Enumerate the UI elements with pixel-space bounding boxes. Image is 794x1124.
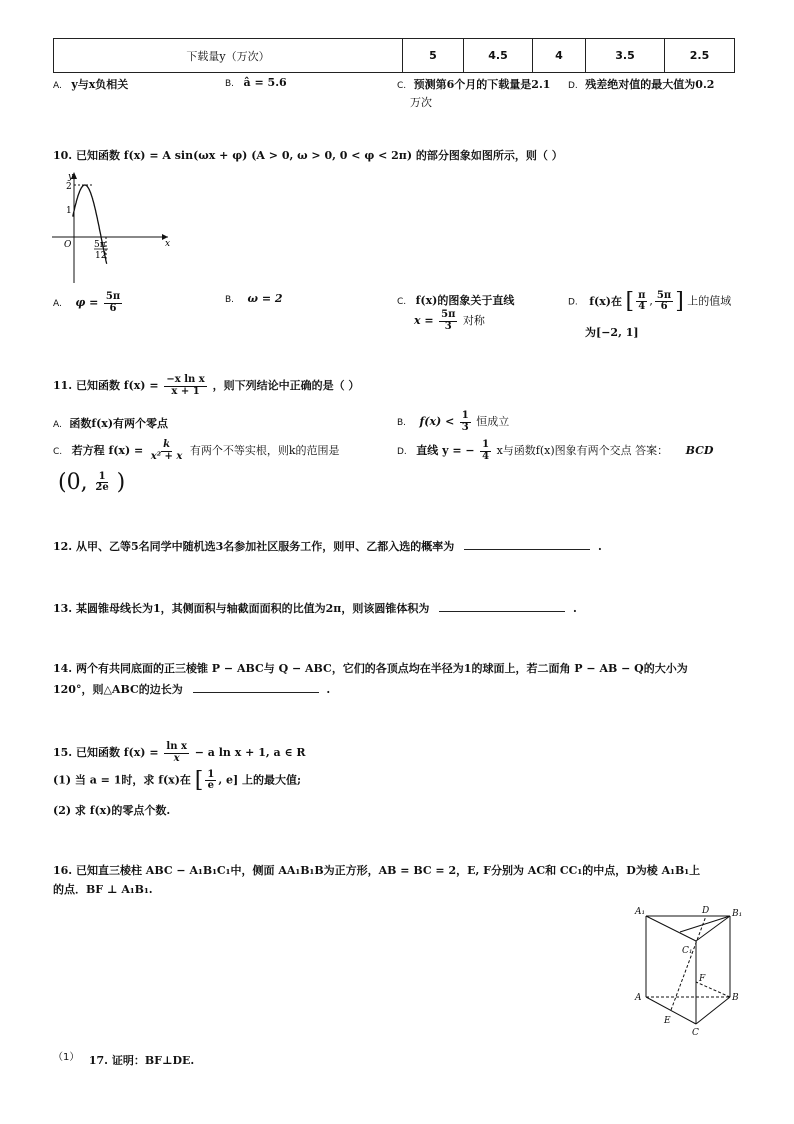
option-text-post: 上的值域: [687, 294, 732, 308]
q9-option-a: [53, 76, 128, 92]
numerator: 1: [207, 768, 215, 780]
range-close: ): [116, 470, 126, 495]
table-value-5: 2.5: [665, 39, 735, 73]
label-b: B: [732, 993, 739, 1003]
option-text: f(x) <: [419, 415, 455, 428]
option-letter: D.: [568, 81, 578, 91]
q10-option-a: [53, 292, 124, 314]
q9-option-c-line2: 万次: [410, 96, 432, 109]
numerator: −x ln x: [166, 374, 205, 385]
fraction: [439, 310, 457, 332]
denominator: x² + x: [150, 450, 183, 462]
q11-stem: [53, 375, 359, 397]
option-letter: C.: [397, 297, 407, 307]
numerator: 5π: [105, 291, 121, 302]
q10-option-c: [397, 292, 514, 308]
numerator: 1: [98, 470, 106, 482]
table-value-1: 5: [403, 39, 464, 73]
q10-sine-graph: [50, 166, 180, 286]
prism-edges: [646, 916, 730, 1024]
label-c: C: [692, 1028, 699, 1038]
label-a: A: [635, 993, 642, 1003]
q13-stem: [53, 600, 577, 616]
answer-blank[interactable]: [464, 549, 590, 550]
option-text: 残差绝对值的最大值为0.2: [585, 78, 715, 91]
table-value-2: 4.5: [464, 39, 533, 73]
stem-text-post: ，则下列结论中正确的是（ ）: [212, 379, 360, 392]
fraction: [104, 292, 122, 314]
table-header-cell: 下载量y（万次）: [54, 39, 403, 73]
answer-blank[interactable]: [439, 611, 565, 612]
label-e: E: [664, 1016, 671, 1026]
part-text: (1) 当 a = 1时，求 f(x)在: [53, 773, 191, 787]
answer-text: BCD: [685, 444, 714, 457]
question-text: 13. 某圆锥母线长为1，其侧面积与轴截面面积的比值为2π，则该圆锥体积为: [53, 602, 430, 615]
edge-bc: [696, 997, 730, 1024]
q9-option-d: [568, 76, 714, 92]
hidden-edges: [646, 916, 730, 1010]
left-bracket: [: [194, 768, 204, 793]
option-text: â = 5.6: [243, 76, 287, 89]
denominator: 4: [638, 301, 646, 312]
numerator: 5π: [441, 309, 456, 320]
q16-prism-figure: [632, 902, 744, 1038]
q11-option-a: [53, 415, 168, 431]
fraction: [93, 472, 110, 494]
q15-stem: [53, 742, 306, 764]
option-letter: A.: [53, 81, 62, 91]
option-text-post: 恒成立: [476, 415, 510, 428]
q16-stem-line2: 的点．BF ⊥ A₁B₁.: [53, 883, 153, 896]
x-tick-denominator: 12: [95, 251, 107, 261]
fraction: [480, 440, 491, 462]
y-tick-2: 2: [66, 182, 72, 192]
part-prefix: （1）: [53, 1052, 80, 1063]
question-text: 12. 从甲、乙等5名同学中随机选3名参加社区服务工作，则甲、乙都入选的概率为: [53, 540, 455, 553]
table-value-4: 3.5: [586, 39, 665, 73]
q14-stem-line1: 14. 两个有共同底面的正三棱锥 P − ABC与 Q − ABC，它们的各顶点均在半径为1的球面上，若二面角 P − AB − Q的大小为: [53, 662, 688, 675]
fraction: [655, 291, 673, 313]
option-text: ω = 2: [247, 292, 283, 305]
q11-option-c: [53, 440, 340, 462]
label-c1: C₁: [682, 946, 693, 956]
table-value-3: 4: [533, 39, 586, 73]
numerator: 5π: [656, 289, 672, 301]
denominator: x + 1: [171, 385, 200, 397]
option-letter: B.: [225, 295, 235, 305]
part-text-post: , e] 上的最大值;: [218, 773, 302, 787]
segment-de: [671, 916, 706, 1010]
q11-option-d: [397, 440, 713, 462]
denominator: 3: [444, 320, 452, 332]
x-tick-numerator: 5π: [94, 240, 106, 250]
q10-option-d: D. f(x)在 [ $\frac{\pi}{4}$ , $\frac{5\pi}{6}$ ] 上的值域: [568, 289, 732, 314]
fraction: [636, 291, 647, 313]
left-bracket: [: [625, 289, 635, 314]
stem-text-post: − a ln x + 1, a ∈ R: [194, 746, 306, 759]
q9-option-b: [225, 76, 287, 89]
option-text: 若方程 f(x) =: [71, 444, 144, 457]
origin-label: O: [64, 240, 72, 250]
q10-option-d-line2: 为[−2, 1]: [585, 326, 639, 339]
q11-option-b: [397, 411, 509, 433]
q9-option-c: [397, 76, 550, 92]
fraction: [460, 411, 471, 433]
edge-a1c1: [646, 916, 696, 941]
denominator: e: [207, 780, 215, 791]
label-a1: A₁: [635, 907, 646, 917]
denominator: 3: [461, 421, 469, 433]
option-letter: D.: [397, 447, 407, 457]
range-open: (0,: [58, 470, 88, 495]
answer-blank[interactable]: [193, 692, 319, 693]
period: .: [573, 602, 577, 615]
option-lhs: φ =: [75, 296, 99, 309]
question-text: 120°，则△ABC的边长为: [53, 683, 183, 696]
option-text: y与x负相关: [71, 78, 129, 91]
q10-option-c-line2: [414, 310, 485, 332]
denominator: 4: [482, 450, 490, 462]
option-text: 直线 y = −: [416, 444, 475, 457]
q11-option-c-range: [58, 470, 125, 495]
y-axis-label: y: [68, 172, 74, 182]
denominator: 6: [109, 302, 117, 314]
option-text: 预测第6个月的下载量是2.1: [413, 78, 551, 91]
option-text: 对称: [462, 314, 485, 327]
q15-part-1: [53, 768, 301, 793]
option-letter: B.: [225, 79, 235, 89]
segment-bf: [696, 982, 730, 997]
numerator: k: [163, 439, 171, 450]
option-lhs: x =: [414, 314, 434, 327]
question-text: 17. 证明：BF⊥DE.: [88, 1054, 195, 1067]
y-tick-1: 1: [66, 206, 72, 216]
option-text-post: 有两个不等实根，则k的范围是: [189, 444, 340, 457]
edge-ac: [646, 997, 696, 1024]
q16-stem-line1: 16. 已知直三棱柱 ABC − A₁B₁C₁中，侧面 AA₁B₁B为正方形，AB = BC = 2，E, F分别为 AC和 CC₁的中点，D为棱 A₁B₁上: [53, 864, 701, 877]
label-b1: B₁: [732, 909, 743, 919]
stem-text: 15. 已知函数 f(x) =: [53, 746, 159, 759]
q10-option-b: [225, 292, 283, 305]
fraction: [205, 770, 216, 792]
label-d: D: [702, 906, 710, 916]
option-letter: A.: [53, 299, 62, 309]
q17-line: [53, 1052, 194, 1068]
table-row: [54, 39, 735, 73]
numerator: π: [638, 289, 646, 301]
denominator: 6: [660, 301, 668, 312]
numerator: 1: [461, 410, 469, 421]
fraction: [149, 440, 185, 462]
q15-part-2: (2) 求 f(x)的零点个数.: [53, 804, 171, 817]
fraction: [164, 375, 206, 397]
option-letter: C.: [397, 81, 407, 91]
period: .: [326, 683, 331, 696]
x-axis-label: x: [165, 239, 171, 249]
fraction: [164, 742, 189, 764]
vertex-labels: [634, 906, 742, 1038]
numerator: ln x: [166, 741, 187, 752]
option-text: f(x)在: [589, 294, 622, 308]
option-text-post: x与函数f(x)图象有两个交点 答案：: [496, 444, 669, 457]
option-letter: A.: [53, 420, 62, 430]
q12-stem: [53, 538, 602, 554]
numerator: 1: [482, 439, 490, 450]
stem-text: 11. 已知函数 f(x) =: [53, 379, 159, 392]
option-text: f(x)的图象关于直线: [415, 294, 515, 307]
option-letter: D.: [568, 297, 578, 308]
q14-stem-line2: [53, 681, 330, 697]
option-letter: B.: [397, 418, 407, 428]
download-table: [53, 38, 735, 73]
denominator: x: [173, 752, 180, 764]
right-bracket: ]: [675, 289, 684, 314]
label-f: F: [699, 974, 706, 984]
option-text: 函数f(x)有两个零点: [69, 417, 169, 430]
period: .: [597, 540, 602, 553]
denominator: 2e: [95, 482, 109, 493]
option-letter: C.: [53, 447, 63, 457]
q10-stem: 10. 已知函数 f(x) = A sin(ωx + φ) (A > 0, ω > 0, 0 < φ < 2π) 的部分图象如图所示，则（ ）: [53, 149, 563, 162]
